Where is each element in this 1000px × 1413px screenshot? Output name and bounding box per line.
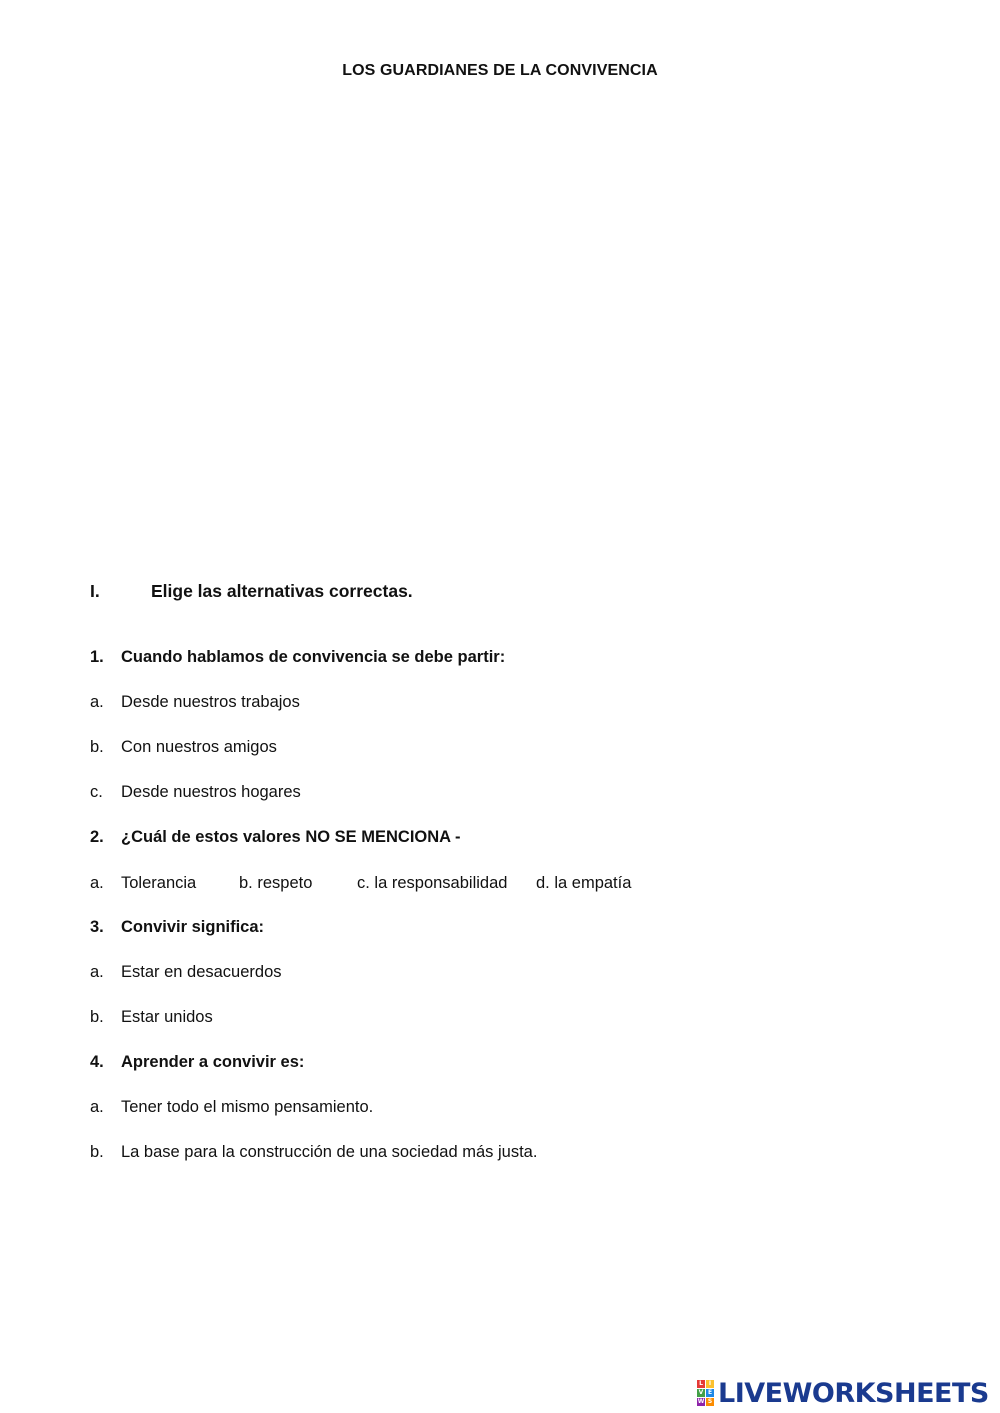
option-text: Estar en desacuerdos (121, 963, 282, 981)
option-marker: b. (90, 1143, 104, 1161)
logo-block: E (707, 1389, 713, 1396)
logo-block: L (697, 1380, 705, 1388)
question-text: Convivir significa: (121, 918, 265, 936)
question-4-option-b[interactable] (90, 1143, 537, 1162)
question-2 (90, 828, 461, 847)
option-text: La base para la construcción de una sociedad más justa. (121, 1143, 538, 1161)
option-marker: a. (90, 874, 104, 892)
option-text: Tener todo el mismo pensamiento. (121, 1098, 374, 1116)
question-number: 1. (90, 648, 104, 666)
question-1 (90, 648, 505, 667)
question-3-option-b[interactable] (90, 1008, 213, 1027)
question-1-option-c[interactable] (90, 783, 301, 802)
question-text: ¿Cuál de estos valores NO SE MENCIONA - (121, 828, 461, 846)
option-marker: c. (90, 783, 103, 801)
logo-text: LIVEWORKSHEETS (718, 1377, 989, 1409)
question-number: 2. (90, 828, 104, 846)
option-marker: a. (90, 1098, 104, 1116)
option-text: Desde nuestros trabajos (121, 693, 300, 711)
logo-blocks-icon (697, 1380, 714, 1406)
option-text: Desde nuestros hogares (121, 783, 301, 801)
question-3 (90, 918, 264, 937)
option-text: Estar unidos (121, 1008, 213, 1026)
question-number: 4. (90, 1053, 104, 1071)
section-heading (90, 581, 413, 602)
option-marker: b. (90, 738, 104, 756)
option-marker: b. (90, 1008, 104, 1026)
option-text: Con nuestros amigos (121, 738, 277, 756)
question-4-option-a[interactable] (90, 1098, 373, 1117)
question-number: 3. (90, 918, 104, 936)
section-heading-text: Elige las alternativas correctas. (151, 581, 413, 601)
question-2-option-c[interactable]: c. la responsabilidad (357, 874, 508, 892)
question-2-option-b[interactable]: b. respeto (239, 874, 313, 892)
question-text: Aprender a convivir es: (121, 1053, 305, 1071)
section-number: I. (90, 581, 100, 601)
question-1-option-b[interactable] (90, 738, 277, 757)
question-2-options (90, 874, 631, 893)
question-1-option-a[interactable] (90, 693, 300, 712)
question-2-option-d[interactable]: d. la empatía (536, 874, 632, 892)
page-title: LOS GUARDIANES DE LA CONVIVENCIA (342, 62, 658, 79)
logo-block: W (697, 1398, 705, 1405)
option-marker: a. (90, 693, 104, 711)
question-text: Cuando hablamos de convivencia se debe partir: (121, 648, 506, 666)
liveworksheets-logo (697, 1378, 989, 1408)
logo-block: V (698, 1389, 704, 1396)
question-2-option-a[interactable]: Tolerancia (121, 874, 197, 892)
option-marker: a. (90, 963, 104, 981)
question-3-option-a[interactable] (90, 963, 282, 982)
question-4 (90, 1053, 304, 1072)
logo-block: S (707, 1398, 713, 1405)
logo-block: I (706, 1380, 714, 1388)
